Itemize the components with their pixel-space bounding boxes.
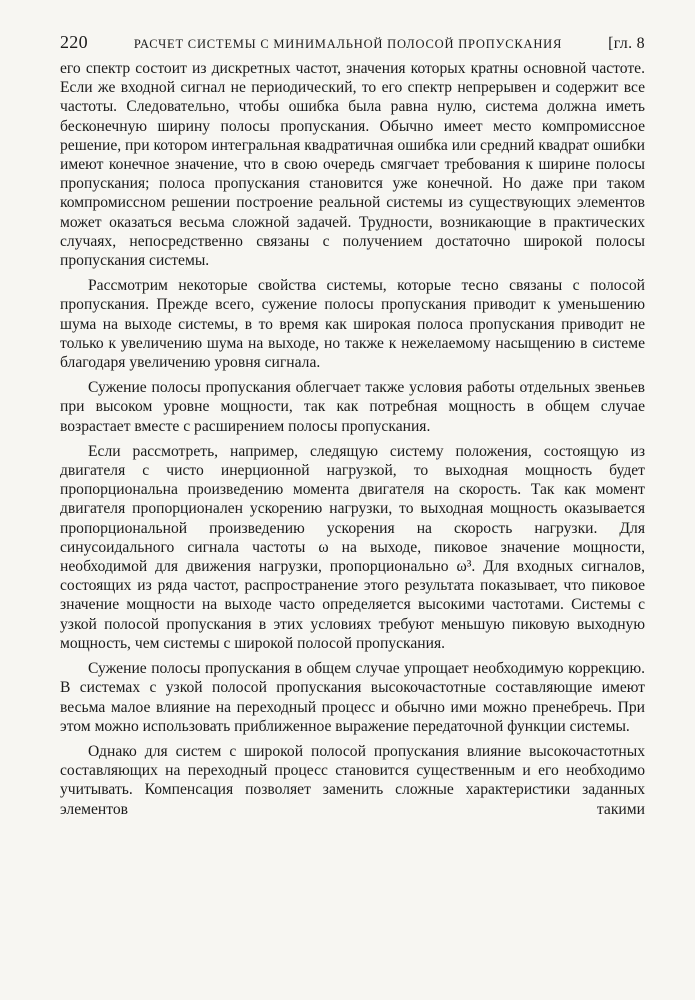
paragraph: Сужение полосы пропускания облегчает также условия работы отдельных звеньев при высоком уровне мощности, так как потребная мощность в общем случае возрастает вместе с расширением полосы пропускания. [60,379,645,435]
paragraph: Рассмотрим некоторые свойства системы, которые тесно связаны с полосой пропускания. Прежде всего, сужение полосы пропускания приводит к уменьшению шума на выходе системы, в то время как широкая полоса пропускания приводит не только к увеличению шума на выходе, но также к нежелаемому насыщению в системе благодаря увеличению уровня сигнала. [60,277,645,372]
page-number: 220 [60,32,88,52]
paragraph: Однако для систем с широкой полосой пропускания влияние высокочастотных составляющих на переходный процесс становится существенным и его необходимо учитывать. Компенсация позволяет заменить сложные характеристики заданных элементов такими [60,742,645,818]
paragraph: Сужение полосы пропускания в общем случае упрощает необходимую коррекцию. В системах с узкой полосой пропускания высокочастотные составляющие имеют весьма малое влияние на переходный процесс и обычно ими можно пренебречь. При этом можно использовать приближенное выражение передаточной функции системы. [60,660,645,735]
body-text [60,59,645,819]
paragraph: Если рассмотреть, например, следящую систему положения, состоящую из двигателя с чисто инерционной нагрузкой, то выходная мощность будет пропорциональна произведению момента двигателя на скорость. Так как момент двигателя пропорционален ускорению нагрузки, то выходная мощность оказывается пропорциональной произведению ускорения на скорость нагрузки. Для синусоидального сигнала частоты ω на выходе, пиковое значение мощности, необходимой для движения нагрузки, пропорционально ω³. Для входных сигналов, состоящих из ряда частот, распространение этого результата показывает, что пиковое значение мощности на выходе часто определяется высокими частотами. Системы с узкой полосой пропускания в этих условиях требуют меньшую пиковую выходную мощность, чем системы с широкой полосой пропускания. [60,442,645,652]
chapter-reference: [гл. 8 [608,35,645,52]
running-title: РАСЧЕТ СИСТЕМЫ С МИНИМАЛЬНОЙ ПОЛОСОЙ ПРОПУСКАНИЯ [133,37,563,51]
paragraph: его спектр состоит из дискретных частот, значения которых кратны основной частоте. Если же входной сигнал не периодический, то его спектр непрерывен и содержит все частоты. Следовательно, чтобы ошибка была равна нулю, система должна иметь бесконечную ширину полосы пропускания. Обычно имеет место компромиссное решение, при котором интегральная квадратичная ошибка или средний квадрат ошибки имеют конечное значение, что в свою очередь смягчает требования к ширине полосы пропускания; полоса пропускания становится уже конечной. Но даже при таком компромиссном решении построение реальной системы из существующих элементов может оказаться весьма сложной задачей. Трудности, возникающие в практических случаях, непосредственно связаны с получением достаточно широкой полосы пропускания системы. [60,60,645,270]
page-header [60,32,645,53]
